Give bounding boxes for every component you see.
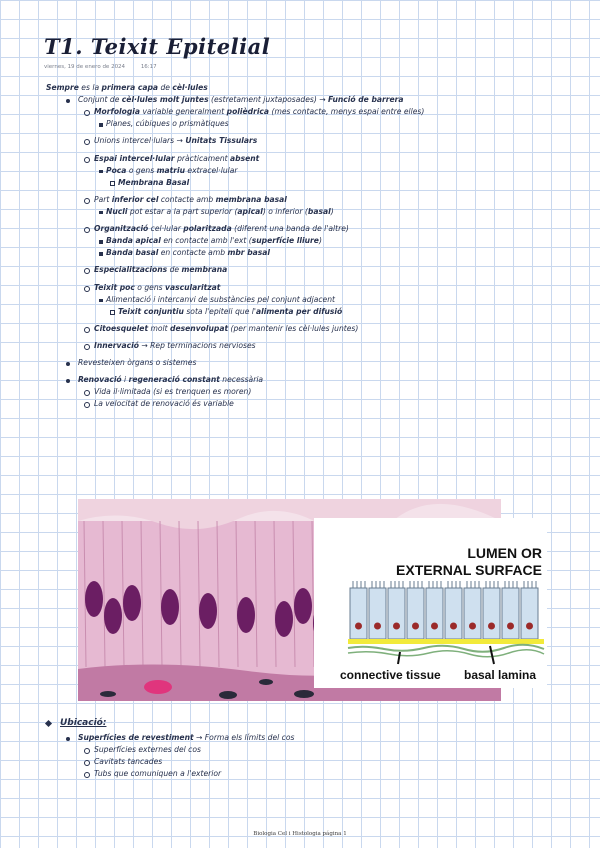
note-line: [44, 136, 564, 145]
bullet-icon: [66, 362, 70, 366]
page-date: viernes, 19 de enero de 2024: [44, 64, 126, 70]
sec2-line: [44, 769, 564, 778]
diagram-cell: [445, 588, 462, 639]
bullet-icon: [84, 286, 90, 292]
bullet-icon: [110, 310, 115, 315]
diagram-cell: [426, 588, 443, 639]
note-text: Espai intercel·lular pràcticament absent: [94, 153, 260, 163]
note-text: Nucli pot estar a la part superior (apical) o inferior (basal): [106, 206, 334, 216]
bullet-icon: [84, 268, 90, 274]
nucleus: [275, 601, 293, 637]
note-text: Teixit poc o gens vascularitzat: [94, 282, 221, 292]
diagram-cell: [502, 588, 519, 639]
bullet-icon: [99, 252, 103, 256]
note-text: Membrana Basal: [118, 177, 190, 187]
sec2-line: [44, 745, 564, 754]
page-footer: Biologia Cel i Histologia página 1: [253, 831, 347, 837]
bullet-icon: [84, 748, 90, 754]
section-heading-row: [44, 718, 564, 729]
diagram-label-lumen-1: LUMEN OR: [467, 545, 542, 561]
sec2-line: [44, 757, 564, 766]
bullet-icon: [99, 299, 103, 303]
sec2-text: Superfícies de revestiment → Forma els límits del cos: [78, 732, 295, 742]
bullet-icon: [84, 390, 90, 396]
note-line: [44, 283, 564, 292]
note-line: [44, 166, 564, 175]
note-line: [44, 107, 564, 116]
note-text: Organització cel·lular polaritzada (diferent una banda de l'altre): [94, 224, 349, 234]
bullet-icon: [84, 760, 90, 766]
bullet-icon: [84, 110, 90, 116]
section-ubicacio: [44, 718, 564, 778]
note-text: Conjunt de cèl·lules molt juntes (estretament juxtaposades) → Funció de barrera: [78, 95, 404, 105]
diagram-label-lumen-2: EXTERNAL SURFACE: [396, 562, 542, 578]
note-line: [44, 307, 564, 316]
note-line: [44, 265, 564, 274]
note-text: Revesteixen òrgans o sistemes: [78, 358, 197, 368]
notes-outline: [44, 80, 564, 409]
bullet-icon: [84, 157, 90, 163]
note-line: [44, 248, 564, 257]
page-title: T1. Teixit Epitelial: [44, 34, 271, 59]
diagram-nucleus: [374, 623, 381, 630]
nucleus: [123, 585, 141, 621]
diagram-nucleus: [431, 623, 438, 630]
bullet-icon: [99, 123, 103, 127]
diagram-nucleus: [355, 623, 362, 630]
note-text: Teixit conjuntiu sota l'epiteli que l'alimenta per difusió: [118, 306, 343, 316]
diagram-cell: [483, 588, 500, 639]
note-text: Innervació → Rep terminacions nervioses: [94, 340, 256, 350]
bullet-icon: [84, 327, 90, 333]
diagram-label-connective-tissue: connective tissue: [340, 668, 441, 682]
basal-lamina-band: [348, 639, 544, 644]
note-line: [44, 83, 564, 92]
note-line: [44, 224, 564, 233]
bullet-icon: [84, 344, 90, 350]
sec2-text: Tubs que comuniquen a l'exterior: [94, 769, 222, 779]
bullet-icon: [84, 198, 90, 204]
note-line: [44, 295, 564, 304]
diagram-label-basal-lamina: basal lamina: [464, 668, 537, 682]
bullet-icon: [99, 211, 103, 215]
note-line: [44, 207, 564, 216]
sec2-text: Cavitats tancades: [94, 757, 163, 767]
note-line: [44, 358, 564, 367]
bullet-icon: [110, 181, 115, 186]
note-line: [44, 95, 564, 104]
bullet-icon: [84, 139, 90, 145]
diagram-nucleus: [393, 623, 400, 630]
note-text: Especialitzacions de membrana: [94, 265, 228, 275]
notes-list: [44, 83, 564, 409]
note-text: La velocitat de renovació és variable: [94, 399, 234, 409]
note-line: [44, 399, 564, 408]
note-line: [44, 324, 564, 333]
sec2-text: Superfícies externes del cos: [94, 744, 201, 754]
bullet-icon: [84, 227, 90, 233]
note-line: [44, 195, 564, 204]
diagram-cell: [407, 588, 424, 639]
note-line: [44, 341, 564, 350]
note-line: [44, 375, 564, 384]
diagram-cell: [388, 588, 405, 639]
diagram-cell: [369, 588, 386, 639]
diagram-nucleus: [450, 623, 457, 630]
nucleus: [85, 581, 103, 617]
bullet-icon: [66, 99, 70, 103]
bullet-icon: [99, 240, 103, 244]
note-line: [44, 387, 564, 396]
diagram-cell: [464, 588, 481, 639]
note-text: Banda apical en contacte amb l'ext (superfície lliure): [106, 236, 322, 246]
bullet-icon: [84, 772, 90, 778]
note-line: [44, 178, 564, 187]
diagram-nucleus: [488, 623, 495, 630]
diagram-nucleus: [412, 623, 419, 630]
diagram-nucleus: [526, 623, 533, 630]
note-text: Sempre es la primera capa de cèl·lules: [46, 83, 208, 92]
note-text: Unions intercel·lulars → Unitats Tissulars: [94, 136, 258, 146]
section-heading: Ubicació:: [60, 718, 107, 728]
note-text: Banda basal en contacte amb mbr basal: [106, 248, 270, 258]
nucleus: [294, 588, 312, 624]
diagram-nucleus: [469, 623, 476, 630]
note-text: Morfologia variable generalment polièdrica (mes contacte, menys espai entre elles): [94, 107, 425, 117]
note-text: Alimentació i intercanvi de substàncies pel conjunt adjacent: [106, 294, 336, 304]
bullet-icon: [99, 170, 103, 174]
bullet-icon: [66, 737, 70, 741]
nucleus: [104, 598, 122, 634]
note-text: Poca o gens matriu extracel·lular: [106, 165, 238, 175]
section-items: [44, 733, 564, 778]
note-line: [44, 154, 564, 163]
note-text: Renovació i regeneració constant necessària: [78, 375, 264, 385]
bullet-icon: [66, 379, 70, 383]
nucleus: [199, 593, 217, 629]
diagram-nucleus: [507, 623, 514, 630]
diagram-cell: [350, 588, 367, 639]
diagram-cell: [521, 588, 538, 639]
note-text: Citoesquelet molt desenvolupat (per mantenir les cèl·lules juntes): [94, 323, 359, 333]
note-text: Vida il·limitada (si es trenquen es moren): [94, 387, 252, 397]
page-time: 16:17: [140, 64, 157, 70]
page-timestamp: [44, 64, 157, 70]
nucleus: [161, 589, 179, 625]
note-line: [44, 119, 564, 128]
sec2-line: [44, 733, 564, 742]
epithelium-diagram: [314, 518, 547, 688]
bullet-icon: [84, 402, 90, 408]
note-text: Part inferior cel contacte amb membrana basal: [94, 194, 287, 204]
note-text: Planes, cúbiques o prismàtiques: [106, 119, 229, 129]
nucleus: [237, 597, 255, 633]
note-line: [44, 236, 564, 245]
